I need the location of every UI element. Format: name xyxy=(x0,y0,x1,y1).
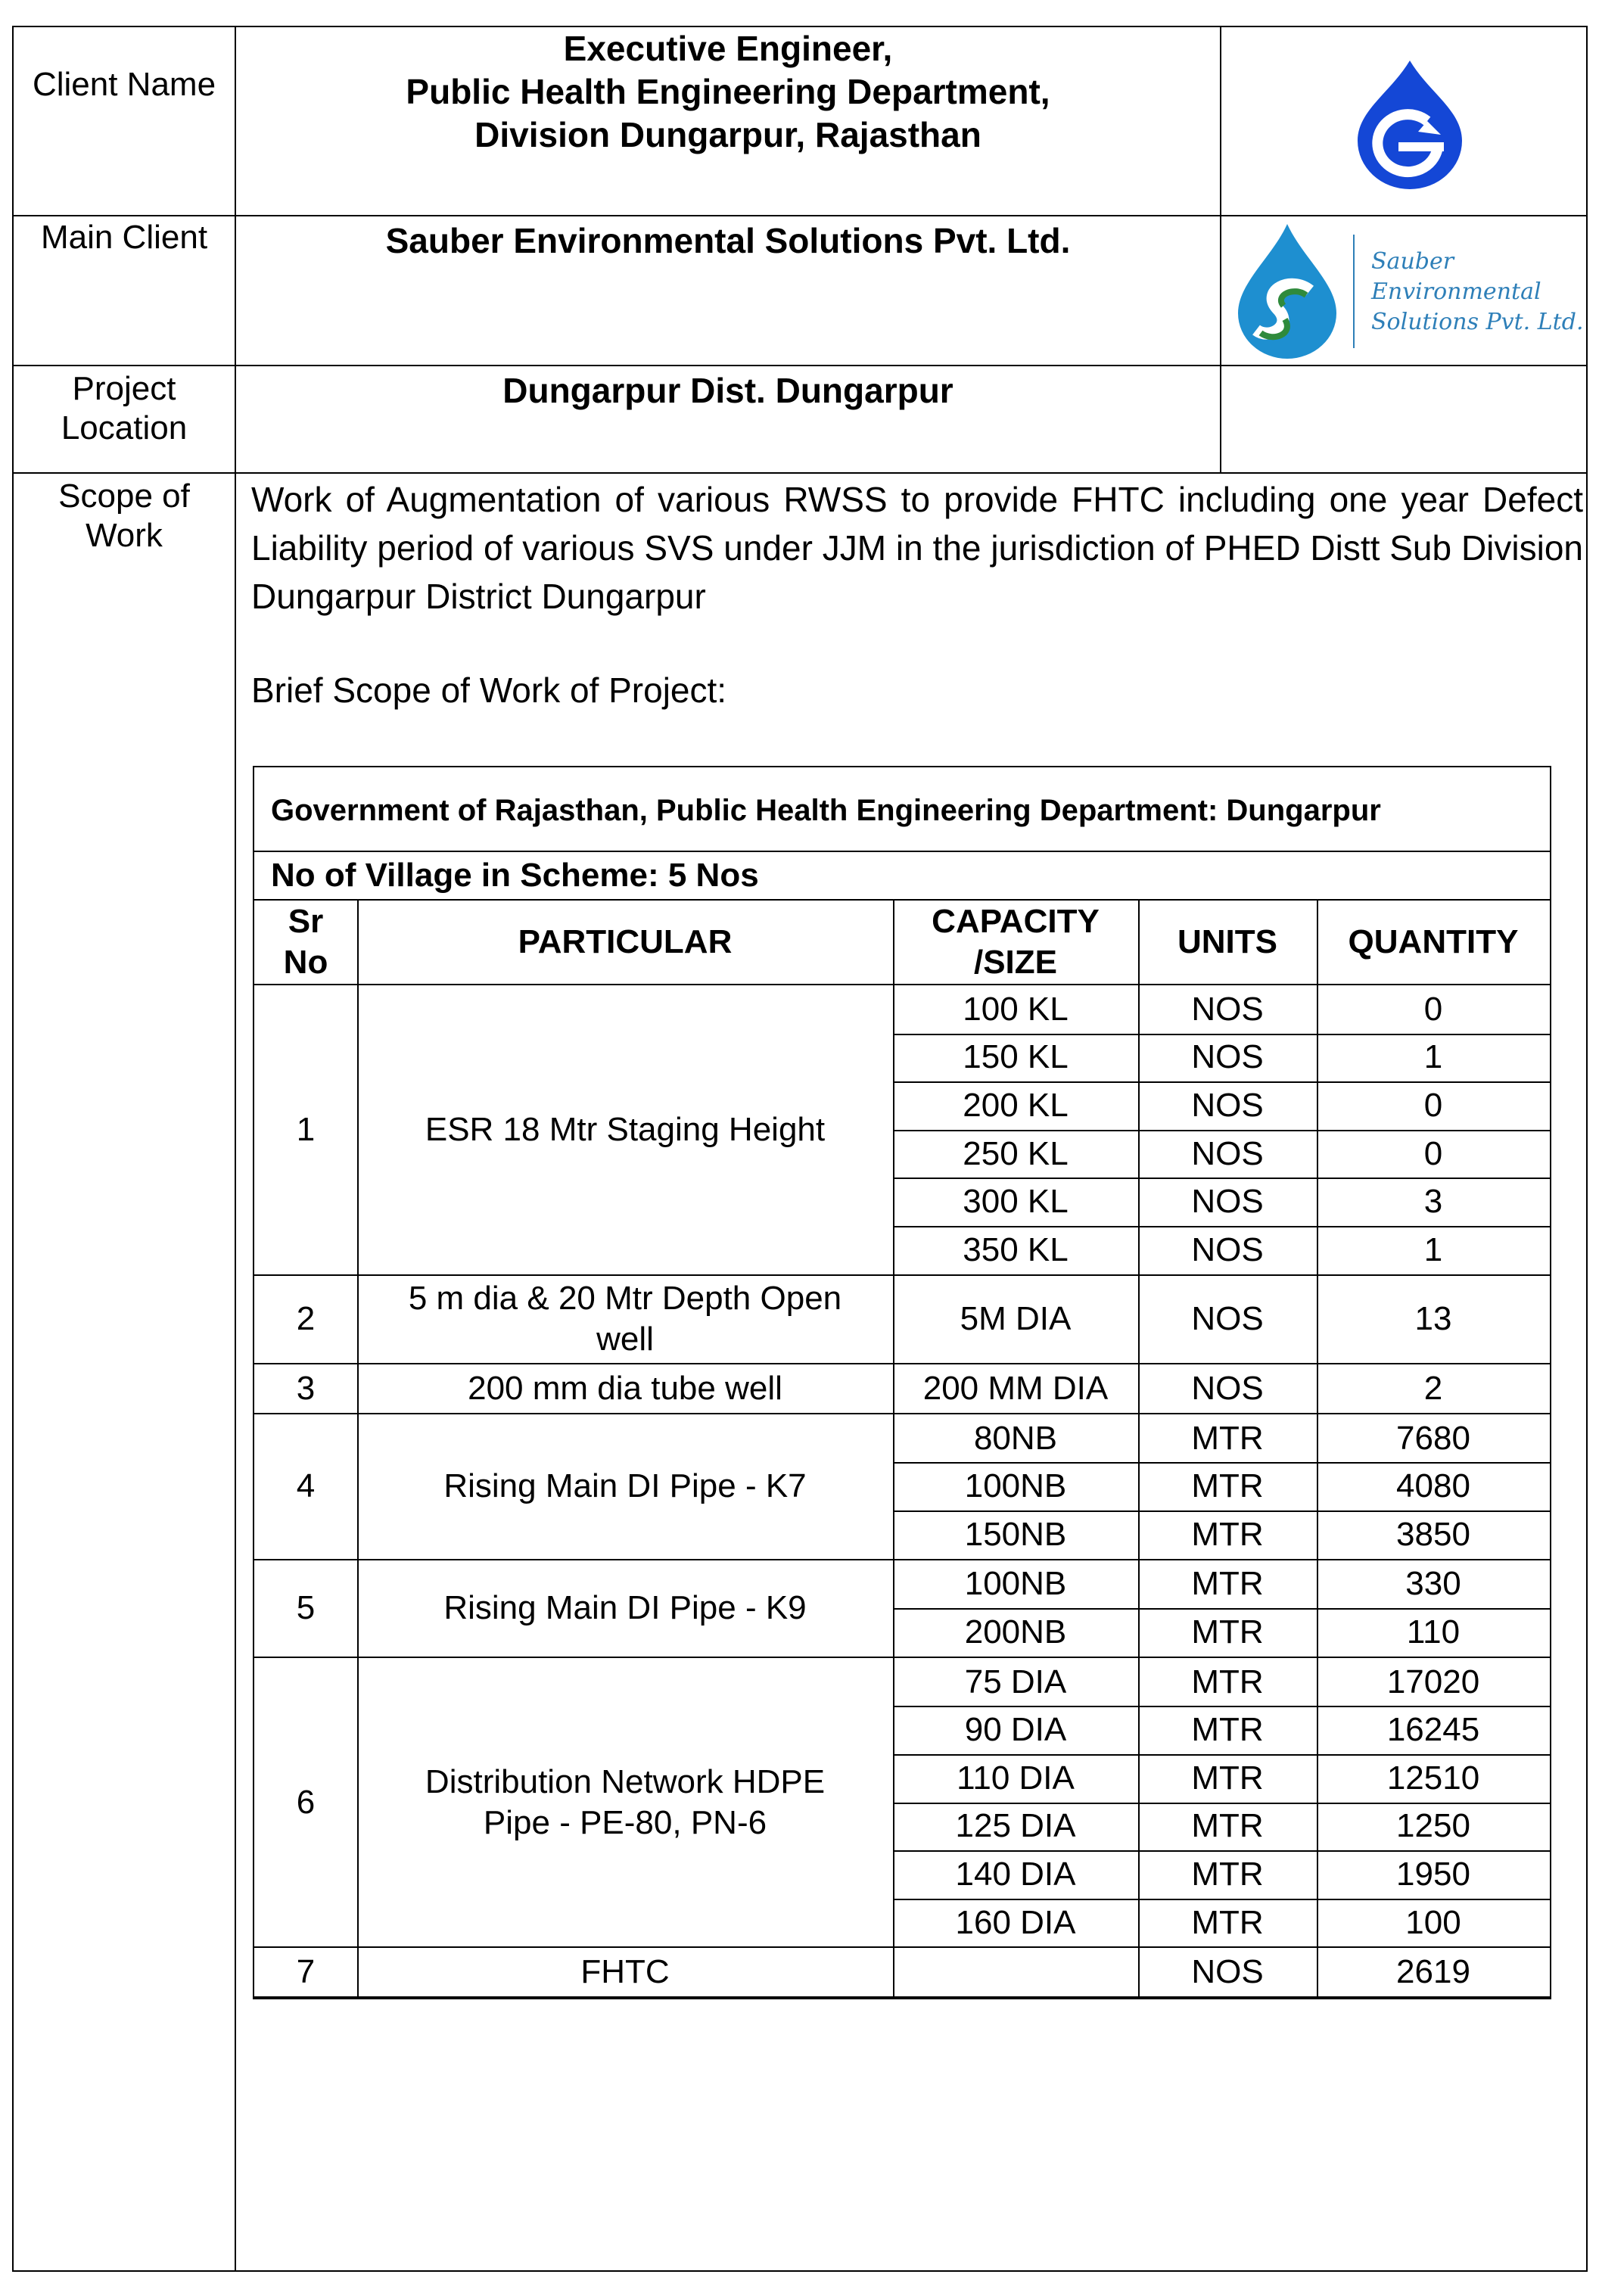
cell-capacity xyxy=(893,1754,1138,1803)
cell-quantity-line: 1950 xyxy=(1396,1855,1470,1893)
cell-units-line: MTR xyxy=(1191,1663,1264,1700)
cell-units xyxy=(1138,1850,1317,1899)
cell-capacity xyxy=(893,1560,1138,1609)
cell-quantity-line: 1 xyxy=(1423,1230,1443,1268)
cell-quantity-line: 2 xyxy=(1423,1369,1443,1407)
cell-capacity xyxy=(893,1364,1138,1413)
sauber-text-line: Sauber xyxy=(1371,248,1454,275)
cell-quantity-line: 1 xyxy=(1423,1038,1443,1076)
cell-capacity-line: 100NB xyxy=(964,1467,1067,1505)
cell-capacity xyxy=(893,1510,1138,1559)
col-header-units-line: UNITS xyxy=(1177,923,1277,960)
cell-units-line: NOS xyxy=(1191,1369,1264,1407)
row-sr-2-line: 2 xyxy=(296,1300,316,1338)
cell-units-line: MTR xyxy=(1191,1565,1264,1603)
scope-text: Work of Augmentation of various RWSS to provide FHTC including one year Defect Liability period of various SVS under JJM in the jurisdiction of PHED Distt Sub Division Dungarpur District Dungarpur xyxy=(251,480,1583,616)
cell-units-line: MTR xyxy=(1191,1759,1264,1797)
cell-quantity-line: 100 xyxy=(1405,1903,1461,1941)
row-sr-2 xyxy=(254,1276,357,1364)
cell-capacity-line: 110 DIA xyxy=(957,1759,1075,1797)
cell-quantity xyxy=(1317,1803,1550,1851)
cell-capacity-line: 125 DIA xyxy=(955,1807,1076,1845)
project-info-sheet xyxy=(12,26,1588,2272)
cell-units-line: MTR xyxy=(1191,1515,1264,1553)
cell-quantity-line: 110 xyxy=(1406,1613,1461,1650)
cell-units xyxy=(1138,1706,1317,1754)
row-particular-1-line: ESR 18 Mtr Staging Height xyxy=(425,1110,826,1148)
cell-units xyxy=(1138,1754,1317,1803)
row-particular-5-line: Rising Main DI Pipe - K9 xyxy=(443,1589,807,1627)
cell-quantity-line: 0 xyxy=(1423,990,1443,1028)
cell-capacity-line: 150 KL xyxy=(963,1038,1069,1076)
row-sr-6 xyxy=(254,1658,357,1947)
cell-quantity xyxy=(1317,1178,1550,1226)
client-name-line: Executive Engineer, xyxy=(563,29,893,68)
row-particular-1 xyxy=(357,985,893,1274)
row-particular-4 xyxy=(357,1414,893,1559)
cell-units-line: MTR xyxy=(1191,1467,1264,1505)
cell-units xyxy=(1138,1364,1317,1413)
cell-units-line: MTR xyxy=(1191,1903,1264,1941)
cell-capacity xyxy=(893,1850,1138,1899)
row-particular-4-line: Rising Main DI Pipe - K7 xyxy=(443,1467,807,1505)
col-header-sr-line: Sr xyxy=(288,903,324,940)
row-sr-3 xyxy=(254,1364,357,1413)
sauber-logo xyxy=(1230,221,1344,362)
row-sr-7-line: 7 xyxy=(296,1953,316,1991)
cell-units xyxy=(1138,1081,1317,1130)
cell-quantity-line: 16245 xyxy=(1386,1711,1480,1749)
col-header-units xyxy=(1138,901,1317,984)
cell-capacity xyxy=(893,1706,1138,1754)
label-line: Project xyxy=(72,370,176,407)
cell-units xyxy=(1138,1130,1317,1178)
row-sr-1 xyxy=(254,985,357,1274)
project-location-value: Dungarpur Dist. Dungarpur xyxy=(502,371,953,410)
table-title: Government of Rajasthan, Public Health Engineering Department: Dungarpur xyxy=(271,794,1381,827)
row-particular-2-line: well xyxy=(596,1321,654,1358)
cell-quantity-line: 13 xyxy=(1414,1300,1452,1338)
cell-capacity-line: 100 KL xyxy=(963,990,1069,1028)
cell-capacity xyxy=(893,1899,1138,1947)
cell-quantity-line: 330 xyxy=(1405,1565,1461,1603)
cell-quantity-line: 3850 xyxy=(1396,1515,1470,1553)
cell-units-line: NOS xyxy=(1191,1134,1264,1172)
cell-quantity-line: 12510 xyxy=(1386,1759,1480,1797)
main-client-label: Main Client xyxy=(40,219,208,256)
cell-units xyxy=(1138,1608,1317,1657)
cell-units-line: NOS xyxy=(1191,990,1264,1028)
cell-capacity xyxy=(893,1276,1138,1364)
cell-quantity-line: 17020 xyxy=(1386,1663,1480,1700)
cell-units-line: MTR xyxy=(1191,1419,1264,1457)
cell-capacity xyxy=(893,1081,1138,1130)
cell-capacity-line: 80NB xyxy=(973,1419,1058,1457)
col-header-capacity-line: /SIZE xyxy=(973,944,1058,981)
col-header-particular xyxy=(357,901,893,984)
main-client-value: Sauber Environmental Solutions Pvt. Ltd. xyxy=(385,221,1071,260)
cell-capacity-line: 160 DIA xyxy=(955,1903,1076,1941)
client-name-value xyxy=(236,27,1220,157)
row-particular-6 xyxy=(357,1658,893,1947)
cell-units-line: MTR xyxy=(1191,1855,1264,1893)
cell-units xyxy=(1138,1510,1317,1559)
cell-units-line: NOS xyxy=(1191,1953,1264,1991)
cell-units xyxy=(1138,1178,1317,1226)
row-particular-7-line: FHTC xyxy=(580,1953,670,1991)
cell-capacity-line: 75 DIA xyxy=(964,1663,1067,1700)
row-particular-7 xyxy=(357,1948,893,1996)
cell-capacity xyxy=(893,1608,1138,1657)
label-line: Work xyxy=(86,517,163,554)
cell-quantity xyxy=(1317,1754,1550,1803)
cell-capacity-line: 350 KL xyxy=(963,1230,1069,1268)
row-sr-6-line: 6 xyxy=(296,1783,316,1821)
row-sr-5 xyxy=(254,1560,357,1657)
cell-quantity-line: 0 xyxy=(1423,1134,1443,1172)
cell-capacity xyxy=(893,1658,1138,1706)
cell-units-line: NOS xyxy=(1191,1300,1264,1338)
cell-capacity-line: 150NB xyxy=(964,1515,1067,1553)
cell-units xyxy=(1138,1658,1317,1706)
cell-capacity xyxy=(893,1414,1138,1463)
cell-capacity xyxy=(893,1178,1138,1226)
cell-capacity xyxy=(893,1226,1138,1274)
cell-capacity-line: 90 DIA xyxy=(964,1711,1067,1749)
cell-capacity-line: 100NB xyxy=(964,1565,1067,1603)
label-line: Scope of xyxy=(58,478,190,515)
row-particular-2-line: 5 m dia & 20 Mtr Depth Open xyxy=(408,1280,842,1318)
row-particular-6-line: Pipe - PE-80, PN-6 xyxy=(483,1803,767,1841)
row-divider xyxy=(14,215,1586,216)
cell-units xyxy=(1138,1560,1317,1609)
col-header-sr-line: No xyxy=(283,944,328,981)
cell-quantity-line: 2619 xyxy=(1396,1953,1470,1991)
cell-quantity xyxy=(1317,1608,1550,1657)
table-rule xyxy=(254,1996,1550,1998)
cell-capacity xyxy=(893,985,1138,1034)
col-header-capacity xyxy=(893,901,1138,984)
cell-capacity-line: 200 MM DIA xyxy=(922,1369,1109,1407)
cell-quantity xyxy=(1317,1276,1550,1364)
row-sr-1-line: 1 xyxy=(296,1110,316,1148)
cell-quantity xyxy=(1317,1706,1550,1754)
cell-capacity-line: 5M DIA xyxy=(960,1300,1072,1338)
col-header-capacity-line: CAPACITY xyxy=(932,903,1100,940)
cell-units-line: NOS xyxy=(1191,1086,1264,1124)
villages-count: No of Village in Scheme: 5 Nos xyxy=(271,857,759,894)
sauber-divider xyxy=(1353,235,1355,348)
cell-quantity xyxy=(1317,1510,1550,1559)
cell-capacity xyxy=(893,1803,1138,1851)
cell-units-line: NOS xyxy=(1191,1183,1264,1221)
cell-capacity-line: 200NB xyxy=(964,1613,1067,1650)
table-rule xyxy=(1138,899,1140,1998)
cell-units-line: MTR xyxy=(1191,1807,1264,1845)
cell-quantity xyxy=(1317,1034,1550,1082)
cell-units xyxy=(1138,1276,1317,1364)
cell-units-line: NOS xyxy=(1191,1230,1264,1268)
sauber-text-line: Environmental xyxy=(1371,278,1541,305)
cell-quantity xyxy=(1317,1226,1550,1274)
row-sr-7 xyxy=(254,1948,357,1996)
col-header-particular-line: PARTICULAR xyxy=(518,923,733,960)
label-column-divider xyxy=(235,27,236,2270)
scope-table xyxy=(253,766,1551,1999)
cell-quantity xyxy=(1317,1658,1550,1706)
cell-quantity xyxy=(1317,1364,1550,1413)
scope-label xyxy=(14,477,235,555)
cell-units xyxy=(1138,1803,1317,1851)
cell-quantity-line: 0 xyxy=(1423,1086,1443,1124)
cell-quantity xyxy=(1317,1414,1550,1463)
cell-units-line: MTR xyxy=(1191,1613,1264,1650)
cell-quantity xyxy=(1317,1081,1550,1130)
cell-quantity xyxy=(1317,1130,1550,1178)
client-name-line: Division Dungarpur, Rajasthan xyxy=(474,115,981,154)
col-header-quantity-line: QUANTITY xyxy=(1348,923,1519,960)
table-rule xyxy=(254,851,1550,852)
cell-quantity xyxy=(1317,1899,1550,1947)
row-sr-4 xyxy=(254,1414,357,1559)
cell-quantity xyxy=(1317,1850,1550,1899)
row-particular-6-line: Distribution Network HDPE xyxy=(425,1762,826,1800)
cell-quantity-line: 3 xyxy=(1423,1183,1443,1221)
logo-column-divider xyxy=(1220,27,1221,472)
table-rule xyxy=(893,899,894,1998)
sauber-logo-text xyxy=(1371,247,1583,338)
cell-units xyxy=(1138,985,1317,1034)
cell-capacity-line: 300 KL xyxy=(963,1183,1069,1221)
cell-quantity-line: 1250 xyxy=(1396,1807,1470,1845)
sauber-text-line: Solutions Pvt. Ltd. xyxy=(1371,309,1584,335)
cell-capacity-line: 250 KL xyxy=(963,1134,1069,1172)
label-line: Location xyxy=(61,409,188,446)
cell-quantity-line: 4080 xyxy=(1396,1467,1470,1505)
cell-units xyxy=(1138,1899,1317,1947)
row-sr-3-line: 3 xyxy=(296,1369,316,1407)
cell-quantity xyxy=(1317,1560,1550,1609)
cell-units-line: MTR xyxy=(1191,1711,1264,1749)
project-location-label xyxy=(14,369,235,448)
cell-capacity xyxy=(893,1034,1138,1082)
cell-units xyxy=(1138,1948,1317,1996)
cell-units xyxy=(1138,1462,1317,1510)
row-particular-2 xyxy=(357,1276,893,1364)
row-particular-3-line: 200 mm dia tube well xyxy=(468,1369,782,1407)
row-divider xyxy=(14,472,1586,474)
phed-logo xyxy=(1345,56,1474,192)
cell-quantity-line: 7680 xyxy=(1396,1419,1470,1457)
cell-quantity xyxy=(1317,1462,1550,1510)
cell-capacity xyxy=(893,1948,1138,1996)
cell-capacity xyxy=(893,1462,1138,1510)
cell-capacity-line: 200 KL xyxy=(963,1086,1069,1124)
client-name-label: Client Name xyxy=(32,66,216,103)
cell-units xyxy=(1138,1414,1317,1463)
col-header-quantity xyxy=(1317,901,1550,984)
cell-quantity xyxy=(1317,1948,1550,1996)
cell-capacity xyxy=(893,1130,1138,1178)
row-particular-3 xyxy=(357,1364,893,1413)
cell-quantity xyxy=(1317,985,1550,1034)
row-sr-4-line: 4 xyxy=(296,1467,316,1505)
cell-units xyxy=(1138,1034,1317,1082)
client-name-line: Public Health Engineering Department, xyxy=(406,72,1050,111)
col-header-sr xyxy=(254,901,357,984)
row-particular-5 xyxy=(357,1560,893,1657)
row-divider xyxy=(14,365,1586,366)
cell-units xyxy=(1138,1226,1317,1274)
table-rule xyxy=(357,899,359,1998)
cell-units-line: NOS xyxy=(1191,1038,1264,1076)
row-sr-5-line: 5 xyxy=(296,1589,316,1627)
table-rule xyxy=(1317,899,1318,1998)
brief-scope-heading: Brief Scope of Work of Project: xyxy=(251,670,727,710)
cell-capacity-line: 140 DIA xyxy=(955,1855,1076,1893)
